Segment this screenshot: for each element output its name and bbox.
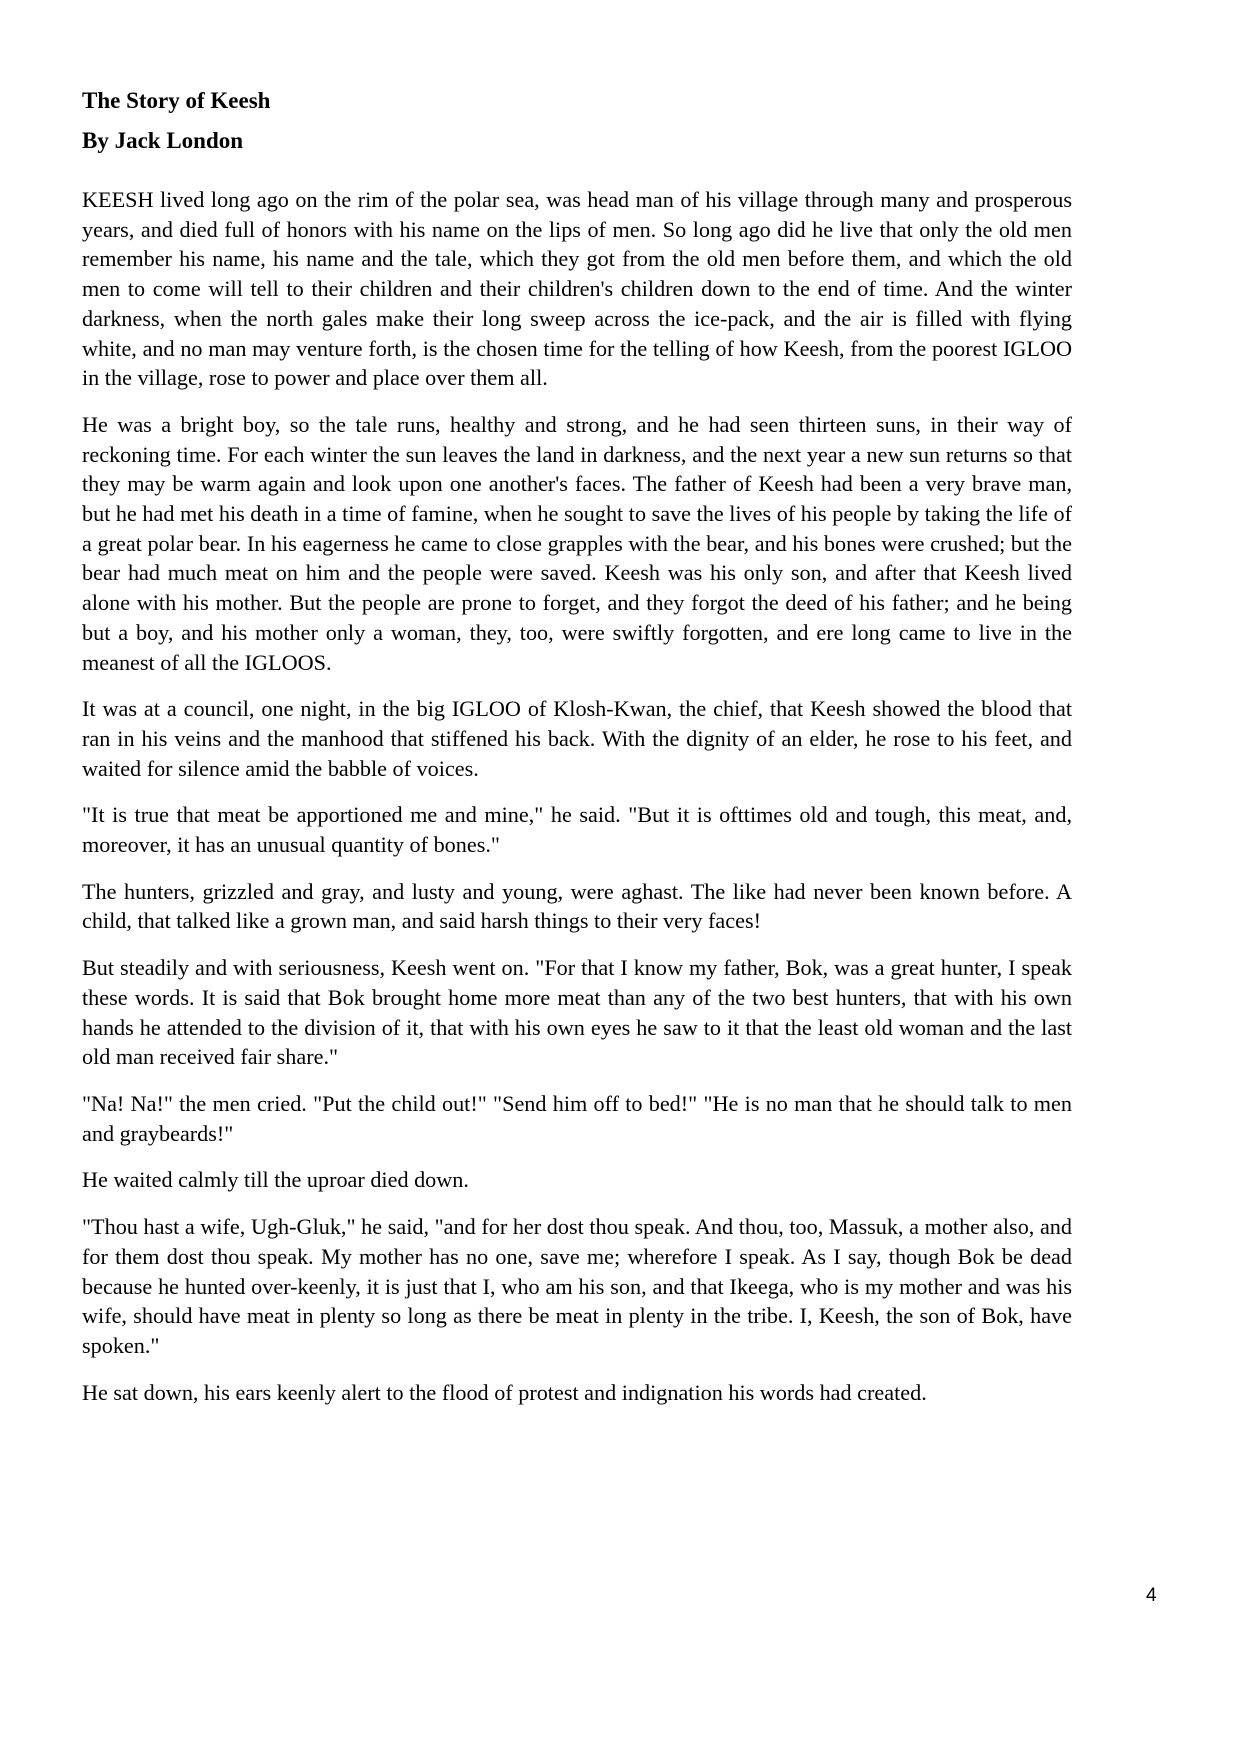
- paragraph: It was at a council, one night, in the big IGLOO of Klosh-Kwan, the chief, that Keesh showed the blood that ran in his veins and the manhood that stiffened his back. With the dignity of an elder, he rose to his feet, and waited for silence amid the babble of voices.: [82, 696, 1072, 781]
- paragraph: "Na! Na!" the men cried. "Put the child out!" "Send him off to bed!" "He is no man that he should talk to men and graybeards!": [82, 1090, 1072, 1146]
- document-body: [82, 86, 1072, 1424]
- paragraph: KEESH lived long ago on the rim of the polar sea, was head man of his village through many and prosperous years, and died full of honors with his name on the lips of men. So long ago did he live that only the old men remember his name, his name and the tale, which they got from the old men before them, and which the old men to come will tell to their children and their children's children down to the end of time. And the winter darkness, when the north gales make their long sweep across the ice-pack, and the air is filled with flying white, and no man may venture forth, is the chosen time for the telling of how Keesh, from the poorest IGLOO in the village, rose to power and place over them all.: [82, 187, 1072, 391]
- paragraph: The hunters, grizzled and gray, and lusty and young, were aghast. The like had never been known before. A child, that talked like a grown man, and said harsh things to their very faces!: [82, 878, 1072, 934]
- page-number: 4: [1146, 1585, 1157, 1606]
- paragraph: "Thou hast a wife, Ugh-Gluk," he said, "and for her dost thou speak. And thou, too, Massuk, a mother also, and for them dost thou speak. My mother has no one, save me; wherefore I speak. As I say, though Bok be dead because he hunted over-keenly, it is just that I, who am his son, and that Ikeega, who is my mother and was his wife, should have meat in plenty so long as there be meat in plenty in the tribe. I, Keesh, the son of Bok, have spoken.": [82, 1214, 1072, 1358]
- paragraph: He waited calmly till the uproar died down.: [82, 1167, 469, 1193]
- paragraph: He was a bright boy, so the tale runs, healthy and strong, and he had seen thirteen suns, in their way of reckoning time. For each winter the sun leaves the land in darkness, and the next year a new sun returns so that they may be warm again and look upon one another's faces. The father of Keesh had been a very brave man, but he had met his death in a time of famine, when he sought to save the lives of his people by taking the life of a great polar bear. In his eagerness he came to close grapples with the bear, and his bones were crushed; but the bear had much meat on him and the people were saved. Keesh was his only son, and after that Keesh lived alone with his mother. But the people are prone to forget, and they forgot the deed of his father; and he being but a boy, and his mother only a woman, they, too, were swiftly forgotten, and ere long came to live in the meanest of all the IGLOOS.: [82, 411, 1072, 675]
- story-title: The Story of Keesh: [82, 88, 271, 113]
- paragraph: But steadily and with seriousness, Keesh went on. "For that I know my father, Bok, was a great hunter, I speak these words. It is said that Bok brought home more meat than any of the two best hunters, that with his own hands he attended to the division of it, that with his own eyes he saw to it that the least old woman and the last old man received fair share.": [82, 955, 1072, 1070]
- paragraph: "It is true that meat be apportioned me and mine," he said. "But it is ofttimes old and tough, this meat, and, moreover, it has an unusual quantity of bones.": [82, 802, 1072, 858]
- story-author: By Jack London: [82, 128, 244, 153]
- paragraph: He sat down, his ears keenly alert to the flood of protest and indignation his words had created.: [82, 1379, 927, 1405]
